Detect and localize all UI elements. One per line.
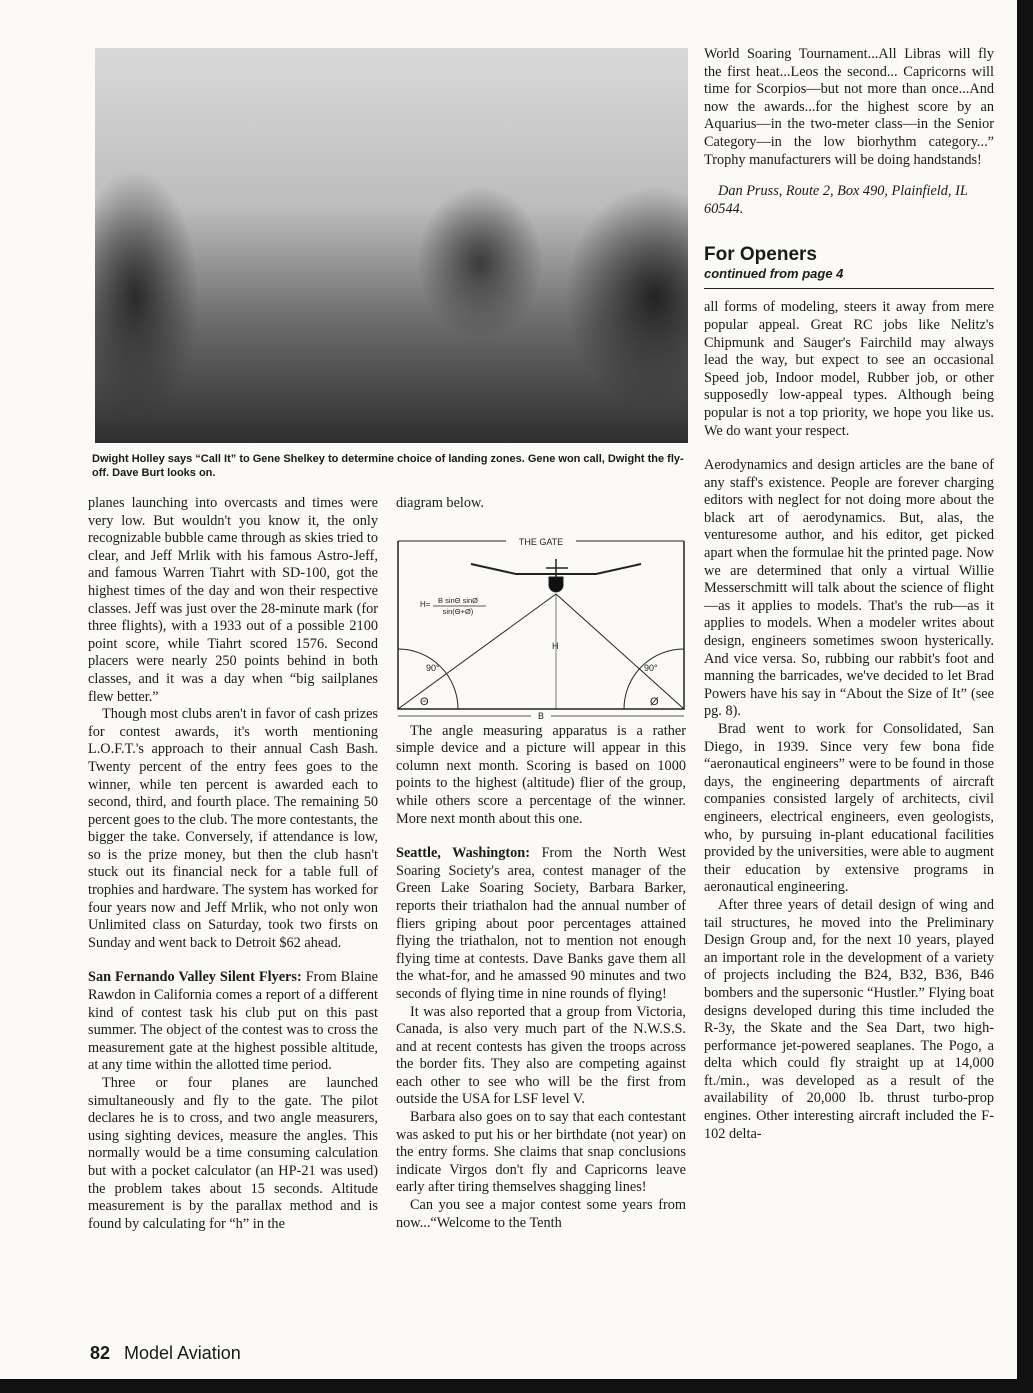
theta-label: Θ xyxy=(420,695,429,708)
author-signature: Dan Pruss, Route 2, Box 490, Plainfield, IL 60544. xyxy=(704,183,968,217)
paragraph: Barbara also goes on to say that each contestant was asked to put his or her birthdate (not year) on the entry forms. She claims that snap conclusions indicate Virgos don't fly and Capricorns leave early after tiring themselves shagging lines! xyxy=(396,1109,686,1196)
paragraph: It was also reported that a group from Victoria, Canada, is also very much part of the N.W.S.S. and at recent contests has given the troops across the border fits. They also are competing against each other to see who will be the first from outside the USA for LSF level V. xyxy=(396,1003,686,1108)
paragraph-text: From the North West Soaring Society's area, contest manager of the Green Lake Soaring Society, Barbara Barker, reports their triathalon had the annual number of fliers griping about poor percentages attained flying the triathalon, not to mention not enough flying time at contests. Dave Banks gave them all the what-for, and he amassed 90 minutes and two seconds of flying time in nine rounds of flying! xyxy=(396,845,686,1002)
page-footer xyxy=(90,1343,241,1364)
paragraph: Aerodynamics and design articles are the bane of any staff's existence. People are forever charging editors with neglect for not doing more about the black art of aerodynamics. But, alas, the venturesome author, and his editor, get picked apart when the formulae hit the printed page. Now we are determined that only a virtual Willie Messerschmitt will talk about the science of flight—as it applies to models. That's the rub—as it applies to models. When a modeler writes about design, engineers sometimes swoon hysterically. And vice versa. So, rubbing our rabbit's foot and manning the barricades, we've decided to let Brad Powers have his say in “About the Size of It” (see pg. 8). xyxy=(704,457,994,720)
left-angle-label: 90° xyxy=(426,662,440,673)
base-label: B xyxy=(537,710,545,719)
scan-edge-right xyxy=(1017,0,1033,1393)
paragraph: diagram below. xyxy=(396,495,485,511)
right-angle-label: 90° xyxy=(644,662,658,673)
formula-lhs: H= xyxy=(420,599,431,609)
paragraph-text: From Blaine Rawdon in California comes a report of a different kind of contest task his club put on this past summer. The object of the contest was to cross the measurement gate at the highest possible altitude, at any time within the allotted time period. xyxy=(88,969,379,1074)
diagram-title: THE GATE xyxy=(518,536,564,547)
section-lead: San Fernando Valley Silent Flyers: xyxy=(88,969,302,986)
column-2 xyxy=(396,495,686,1232)
paragraph: Though most clubs aren't in favor of cash prizes for contest awards, it's worth mentioning L.O.F.T.'s approach to their annual Cash Bash. Twenty percent of the entry fees goes to the winner, while ten percent is awarded each to second, third, and fourth place. The remaining 50 percent goes to the club. The more contestants, the bigger the take. Conversely, if attendance is low, so is the prize money, but then the club hasn't stuck out its financial neck for a table full of trophies and hardware. The system has worked for four years now and Jeff Mrlik, who not only won Unlimited class on Saturday, took two firsts on Sunday and went back to Detroit $62 ahead. xyxy=(88,706,378,951)
column-1 xyxy=(88,495,378,1233)
paragraph xyxy=(396,845,686,1003)
paragraph: Three or four planes are launched simultaneously and fly to the gate. The pilot declares he is to cross, and two angle measurers, using sighting devices, measure the angles. This normally would be a time consuming calculation but with a pocket calculator (an HP-21 was used) the problem takes about 15 seconds. Altitude measurement is by the parallax method and is found by calculating for “h” in the xyxy=(88,1075,378,1232)
glider-body xyxy=(549,577,563,592)
section-lead: Seattle, Washington: xyxy=(396,845,531,862)
formula-numerator: B sinΘ sinØ xyxy=(437,595,479,605)
page-number: 82 xyxy=(90,1343,111,1363)
paragraph: Can you see a major contest some years from now...“Welcome to the Tenth xyxy=(396,1197,686,1231)
paragraph: Brad went to work for Consolidated, San Diego, in 1939. Since very few bona fide “aeronautical engineers” were to be found in those days, the engineering departments of aircraft companies consisted largely of architects, civil engineers, electrical engineers, even geologists, who, by pursuing in-plant educational facilities provided by the universities, were able to augment their education by extensive programs in aeronautical engineering. xyxy=(704,721,994,896)
paragraph: planes launching into overcasts and times were very low. But wouldn't you know it, the only recognizable bubble came through as skies tried to clear, and Jeff Mrlik with his famous Astro-Jeff, and famous Warren Tiahrt with SD-100, got the highest times of the day and won their respective classes. Jeff was just over the 28-minute mark (for three flights), with a 1933 out of a possible 2100 point score, while Tiahrt scored 1576. Second placers were nearly 250 points behind in both classes, and it was a day when “big sailplanes flew better.” xyxy=(88,495,378,705)
paragraph: The angle measuring apparatus is a rather simple device and a picture will appear in this column next month. Scoring is based on 1000 points to the highest (altitude) flier of the group, while others score a percentage of the winner. More next month about this one. xyxy=(396,722,686,827)
section-heading: For Openers xyxy=(704,244,817,266)
scan-edge-bottom xyxy=(0,1379,1033,1393)
height-label: H xyxy=(552,640,559,651)
photo-caption: Dwight Holley says “Call It” to Gene Shelkey to determine choice of landing zones. Gene won call, Dwight the fly-off. Dave Burt looks on. xyxy=(92,453,684,479)
gate-diagram xyxy=(396,519,686,719)
paragraph xyxy=(88,969,378,1075)
contest-photo xyxy=(95,48,688,443)
continued-note: continued from page 4 xyxy=(704,266,994,289)
paragraph: After three years of detail design of wing and tail structures, he moved into the Preliminary Design Group and, for the next 10 years, played an important role in the development of a variety of projects including the B24, B32, B36, B46 bombers and the supersonic “Hustler.” Flying boat designs developed during this time included the R-3y, the Skate and the Sea Dart, two high-performance jet-powered seaplanes. The Pogo, a delta which could fly straight up at 14,000 ft./min., was developed as a result of the availability of 20,000 lb. thrust turbo-prop engines. Other interesting aircraft included the F-102 delta- xyxy=(704,896,994,1142)
magazine-name: Model Aviation xyxy=(124,1343,241,1363)
formula-denominator: sin(Θ+Ø) xyxy=(442,606,474,616)
column-3 xyxy=(704,46,994,1143)
paragraph: World Soaring Tournament...All Libras will fly the first heat...Leos the second... Capricorns will time for Scorpios—but not more than once...And now the awards...for the highest score by an Aquarius—in the two-meter class—in the Senior Category—in the low biorhythm category...” Trophy manufacturers will be doing handstands! xyxy=(704,46,994,168)
phi-label: Ø xyxy=(650,695,659,708)
paragraph: all forms of modeling, steers it away from mere popular appeal. Great RC jobs like Nelitz's Chipmunk and Sauger's Fairchild may always lead the way, but expect to see an occasional Speed job, Indoor model, Rubber job, or other supposedly low-appeal types. Although being popular is not a top priority, we hope you like us. We do want your respect. xyxy=(704,299,994,439)
